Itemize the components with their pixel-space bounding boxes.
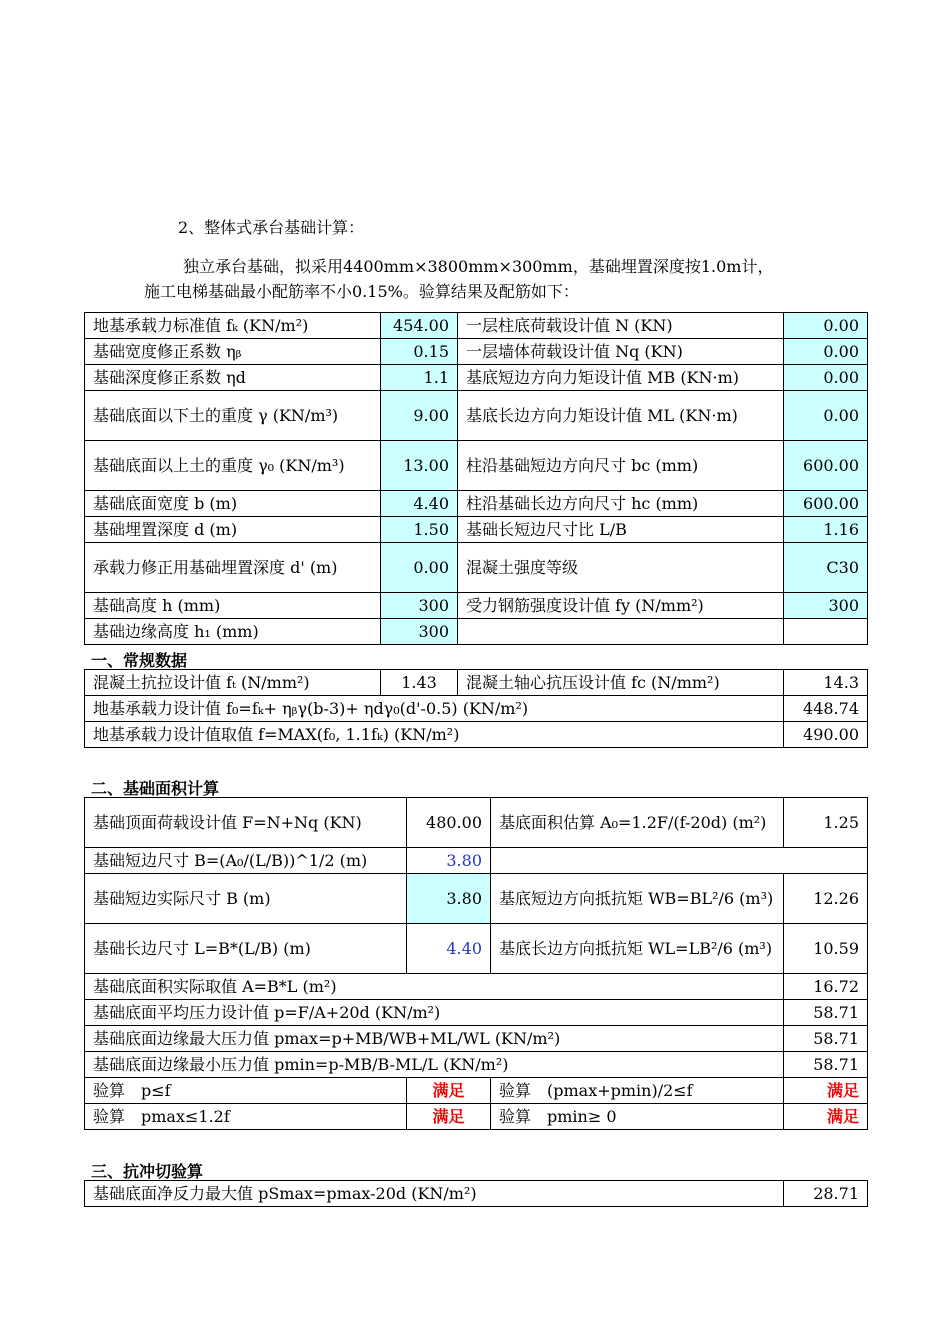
param-value[interactable]: 600.00 <box>784 441 868 491</box>
param-label: 基础高度 h (mm) <box>85 593 381 619</box>
table-row <box>85 670 868 696</box>
table-row <box>85 722 868 748</box>
table-row <box>85 517 868 543</box>
param-value[interactable]: 4.40 <box>381 491 458 517</box>
param-label: 混凝土强度等级 <box>458 543 784 593</box>
table-row <box>85 543 868 593</box>
param-value[interactable]: 1.16 <box>784 517 868 543</box>
pmax-label: 基础底面边缘最大压力值 pmax=p+MB/WB+ML/WL (KN/m²) <box>85 1026 784 1052</box>
WB-label: 基底短边方向抵抗矩 WB=BL²/6 (m³) <box>491 874 784 924</box>
table-row <box>85 491 868 517</box>
param-label: 柱沿基础长边方向尺寸 hc (mm) <box>458 491 784 517</box>
check-p-label: 验算 p≤f <box>85 1078 407 1104</box>
param-label: 一层柱底荷载设计值 N (KN) <box>458 313 784 339</box>
intro-line-2: 施工电梯基础最小配筋率不小0.15%。验算结果及配筋如下： <box>144 282 579 301</box>
check-pmax-result: 满足 <box>407 1104 491 1130</box>
L-label: 基础长边尺寸 L=B*(L/B) (m) <box>85 924 407 974</box>
param-value[interactable]: 300 <box>381 619 458 645</box>
param-value[interactable]: 0.15 <box>381 339 458 365</box>
table-row <box>85 593 868 619</box>
param-value[interactable]: 454.00 <box>381 313 458 339</box>
Bcalc-label: 基础短边尺寸 B=(A₀/(L/B))^1/2 (m) <box>85 848 407 874</box>
param-label: 受力钢筋强度设计值 fy (N/mm²) <box>458 593 784 619</box>
param-value[interactable]: 0.00 <box>784 313 868 339</box>
param-label: 基底短边方向力矩设计值 MB (KN·m) <box>458 365 784 391</box>
pmin-label: 基础底面边缘最小压力值 pmin=p-MB/B-ML/L (KN/m²) <box>85 1052 784 1078</box>
punching-table <box>84 1180 868 1207</box>
param-value <box>784 619 868 645</box>
table-row <box>85 313 868 339</box>
fc-label: 混凝土轴心抗压设计值 fc (N/mm²) <box>458 670 784 696</box>
ft-label: 混凝土抗拉设计值 fₜ (N/mm²) <box>85 670 381 696</box>
check-pmax-label: 验算 pmax≤1.2f <box>85 1104 407 1130</box>
param-label: 基础底面以下土的重度 γ (KN/m³) <box>85 391 381 441</box>
param-label: 柱沿基础短边方向尺寸 bc (mm) <box>458 441 784 491</box>
A0-label: 基底面积估算 A₀=1.2F/(f-20d) (m²) <box>491 798 784 848</box>
param-value[interactable]: 0.00 <box>784 365 868 391</box>
param-value[interactable]: C30 <box>784 543 868 593</box>
table-row <box>85 339 868 365</box>
WL-value: 10.59 <box>784 924 868 974</box>
f0-label: 地基承载力设计值 f₀=fₖ+ ηᵦγ(b-3)+ ηdγ₀(d'-0.5) (KN/m²) <box>85 696 784 722</box>
table-row <box>85 974 868 1000</box>
param-value[interactable]: 0.00 <box>381 543 458 593</box>
WB-value: 12.26 <box>784 874 868 924</box>
F-value: 480.00 <box>407 798 491 848</box>
param-label: 基底长边方向力矩设计值 ML (KN·m) <box>458 391 784 441</box>
Bcalc-value: 3.80 <box>407 848 491 874</box>
f0-value: 448.74 <box>784 696 868 722</box>
param-label: 地基承载力标准值 fₖ (KN/m²) <box>85 313 381 339</box>
table-row <box>85 1026 868 1052</box>
table-row <box>85 619 868 645</box>
section-title-area: 二、基础面积计算 <box>91 779 220 798</box>
table-row <box>85 924 868 974</box>
pmax-value: 58.71 <box>784 1026 868 1052</box>
p-label: 基础底面平均压力设计值 p=F/A+20d (KN/m²) <box>85 1000 784 1026</box>
param-value[interactable]: 1.1 <box>381 365 458 391</box>
general-data-table <box>84 669 868 748</box>
param-label <box>458 619 784 645</box>
Bact-value[interactable]: 3.80 <box>407 874 491 924</box>
check-p-result: 满足 <box>407 1078 491 1104</box>
A-value: 16.72 <box>784 974 868 1000</box>
fc-value: 14.3 <box>784 670 868 696</box>
param-label: 一层墙体荷载设计值 Nq (KN) <box>458 339 784 365</box>
table-row <box>85 441 868 491</box>
f-label: 地基承载力设计值取值 f=MAX(f₀, 1.1fₖ) (KN/m²) <box>85 722 784 748</box>
WL-label: 基底长边方向抵抗矩 WL=LB²/6 (m³) <box>491 924 784 974</box>
param-label: 基础宽度修正系数 ηᵦ <box>85 339 381 365</box>
param-value[interactable]: 300 <box>784 593 868 619</box>
param-value[interactable]: 1.50 <box>381 517 458 543</box>
L-value: 4.40 <box>407 924 491 974</box>
table-row <box>85 1000 868 1026</box>
table-row <box>85 365 868 391</box>
check-avg-label: 验算 (pmax+pmin)/2≤f <box>491 1078 784 1104</box>
param-value[interactable]: 9.00 <box>381 391 458 441</box>
ft-value: 1.43 <box>381 670 458 696</box>
section-heading: 2、整体式承台基础计算： <box>178 218 365 237</box>
A0-value: 1.25 <box>784 798 868 848</box>
table-row <box>85 874 868 924</box>
Bact-label: 基础短边实际尺寸 B (m) <box>85 874 407 924</box>
table-row <box>85 1181 868 1207</box>
table-row <box>85 1052 868 1078</box>
table-row <box>85 1104 868 1130</box>
param-value[interactable]: 0.00 <box>784 391 868 441</box>
f-value: 490.00 <box>784 722 868 748</box>
param-label: 基础底面宽度 b (m) <box>85 491 381 517</box>
ps-label: 基础底面净反力最大值 pSmax=pmax-20d (KN/m²) <box>85 1181 784 1207</box>
param-label: 基础深度修正系数 ηd <box>85 365 381 391</box>
pmin-value: 58.71 <box>784 1052 868 1078</box>
table-row <box>85 848 868 874</box>
param-label: 承载力修正用基础埋置深度 d' (m) <box>85 543 381 593</box>
p-value: 58.71 <box>784 1000 868 1026</box>
section-title-general: 一、常规数据 <box>91 651 188 670</box>
param-label: 基础长短边尺寸比 L/B <box>458 517 784 543</box>
param-label: 基础边缘高度 h₁ (mm) <box>85 619 381 645</box>
param-label: 基础埋置深度 d (m) <box>85 517 381 543</box>
input-parameter-table <box>84 312 868 645</box>
param-value[interactable]: 300 <box>381 593 458 619</box>
check-pmin-label: 验算 pmin≥ 0 <box>491 1104 784 1130</box>
F-label: 基础顶面荷载设计值 F=N+Nq (KN) <box>85 798 407 848</box>
ps-value: 28.71 <box>784 1181 868 1207</box>
A-label: 基础底面积实际取值 A=B*L (m²) <box>85 974 784 1000</box>
intro-line-1: 独立承台基础，拟采用4400mm×3800mm×300mm，基础埋置深度按1.0m计， <box>183 257 774 276</box>
table-row <box>85 1078 868 1104</box>
param-value[interactable]: 13.00 <box>381 441 458 491</box>
table-row <box>85 391 868 441</box>
empty-cell <box>491 848 868 874</box>
table-row <box>85 696 868 722</box>
area-calc-table <box>84 797 868 1130</box>
check-avg-result: 满足 <box>784 1078 868 1104</box>
section-title-punching: 三、抗冲切验算 <box>91 1162 204 1181</box>
param-label: 基础底面以上土的重度 γ₀ (KN/m³) <box>85 441 381 491</box>
param-value[interactable]: 0.00 <box>784 339 868 365</box>
table-row <box>85 798 868 848</box>
check-pmin-result: 满足 <box>784 1104 868 1130</box>
param-value[interactable]: 600.00 <box>784 491 868 517</box>
